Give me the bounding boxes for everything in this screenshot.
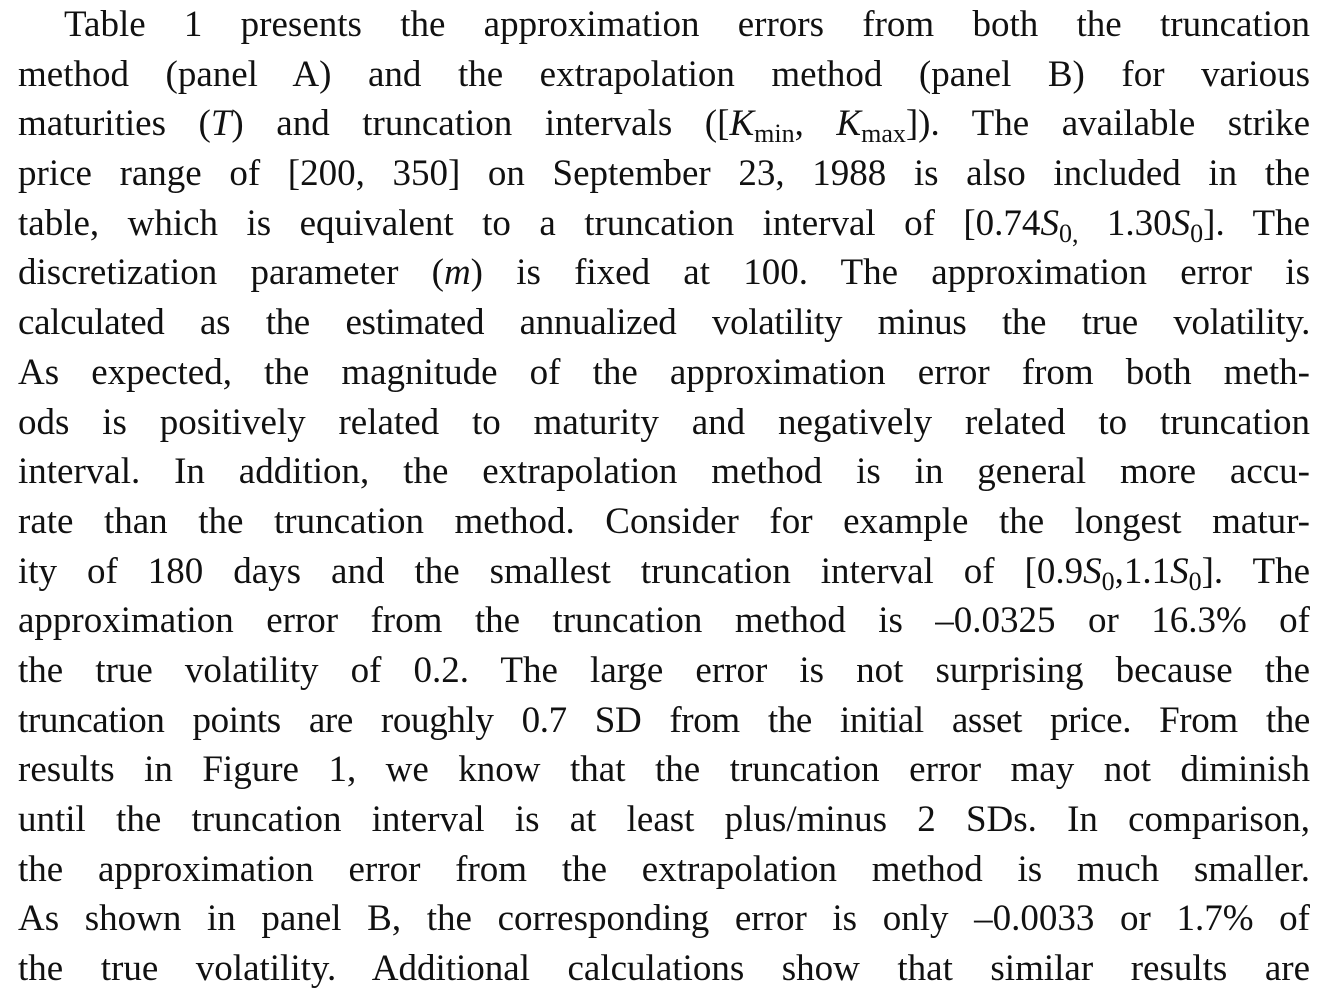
text-line: approximation error from the truncation method is –0.0325 or 16.3% of [18,600,1310,642]
math-variable: K [836,103,862,145]
text-run: ,1.1 [1114,550,1171,592]
text-line: the true volatility of 0.2. The large error is not surprising because the [18,649,1310,691]
text-line [18,547,1310,597]
math-variable: T [210,103,232,145]
text-line: Table 1 presents the approximation errors from both the truncation [64,4,1310,45]
text-line: interval. In addition, the extrapolation method is in general more accu- [18,451,1310,493]
text-line: the approximation error from the extrapolation method is much smaller. [18,848,1310,890]
math-variable: S [1171,202,1191,244]
text-run: ]). The available strike [905,103,1311,145]
text-run: 1.30 [1078,202,1172,244]
text-run: table, which is equivalent to a truncation interval of [0.74 [18,202,1041,244]
text-line: until the truncation interval is at least plus/minus 2 SDs. In comparison, [18,799,1310,840]
math-subscript: min [754,119,795,149]
text-line: ods is positively related to maturity and negatively related to truncation [18,401,1310,443]
body-paragraph [18,0,1310,994]
text-line: results in Figure 1, we know that the truncation error may not diminish [18,749,1310,791]
text-run: discretization parameter ( [18,252,444,294]
math-variable: m [443,252,471,294]
text-line: As expected, the magnitude of the approximation error from both meth- [18,351,1310,393]
math-variable: S [1083,550,1102,592]
text-run: ]. The [1201,550,1310,592]
text-line [18,99,1310,149]
text-line: As shown in panel B, the corresponding error is only –0.0033 or 1.7% of [18,898,1310,940]
text-line: method (panel A) and the extrapolation method (panel B) for various [18,53,1310,95]
math-subscript: max [861,119,906,149]
math-subscript: 0 [1101,566,1115,596]
text-line: price range of [200, 350] on September 23, 1988 is also included in the [18,153,1310,195]
text-line: truncation points are roughly 0.7 SD from the initial asset price. From the [18,699,1310,741]
text-line [18,248,1310,298]
text-run: ) and truncation intervals ([ [231,103,730,145]
math-variable: S [1170,550,1189,592]
math-subscript: 0 [1188,566,1202,596]
math-subscript: 0, [1058,218,1079,248]
math-variable: K [729,103,755,145]
text-line: the true volatility. Additional calculations show that similar results are [18,948,1310,990]
text-line [18,199,1310,249]
text-line: calculated as the estimated annualized volatility minus the true volatility. [18,302,1310,344]
text-run: ) is fixed at 100. The approximation error is [470,252,1310,294]
math-variable: S [1040,202,1059,244]
text-line: rate than the truncation method. Consider for example the longest matur- [18,500,1310,542]
text-run: ity of 180 days and the smallest truncation interval of [0.9 [18,550,1084,592]
text-run: maturities ( [18,103,211,145]
text-run: ]. The [1203,202,1311,244]
text-run: , [794,103,837,145]
math-subscript: 0 [1190,218,1204,248]
